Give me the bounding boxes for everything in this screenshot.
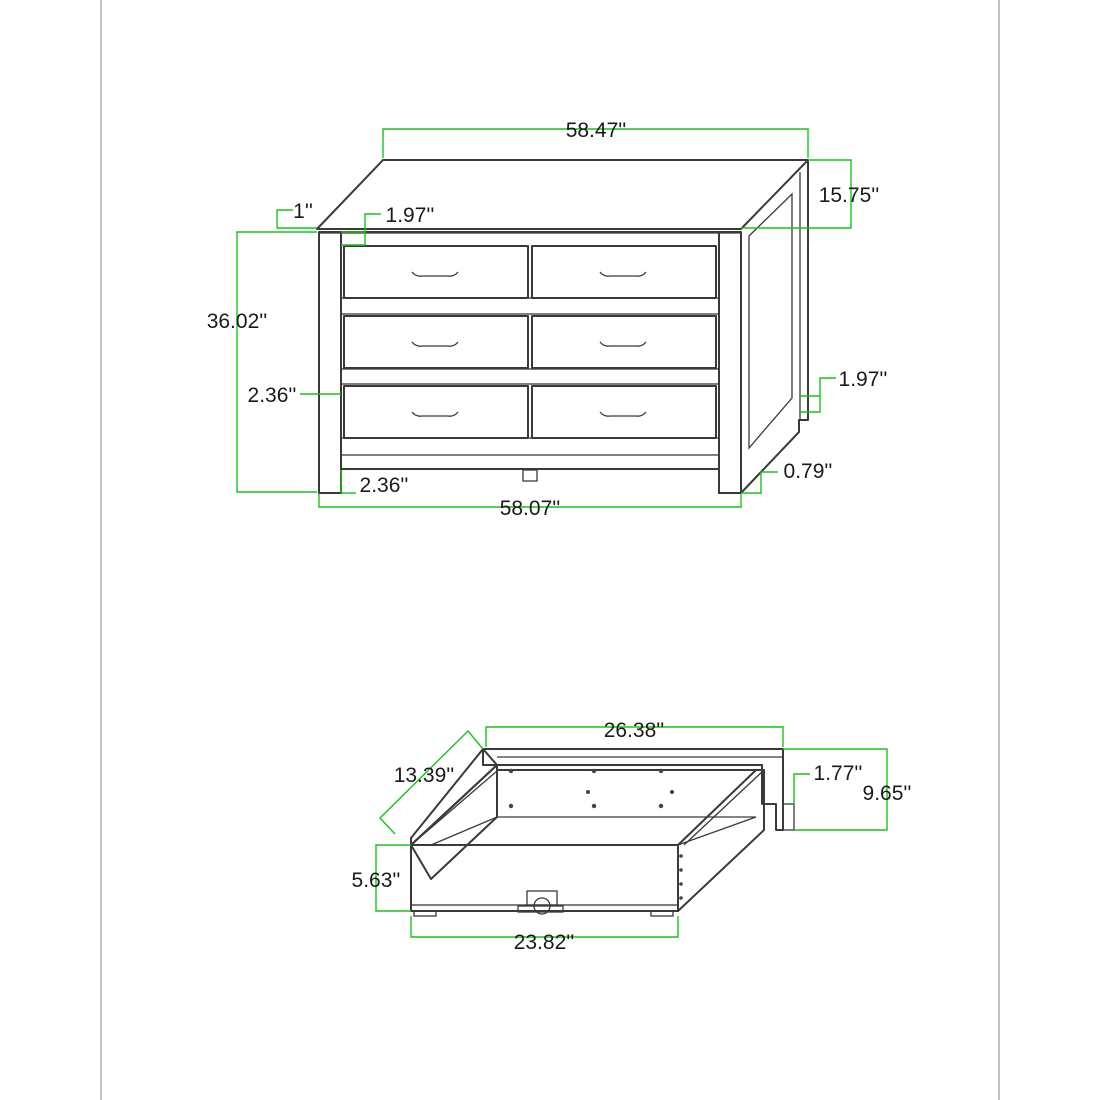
label-bottom-rail: 2.36'': [359, 474, 409, 497]
rail-2: [341, 369, 719, 384]
label-height: 36.02'': [206, 310, 268, 333]
label-depth: 15.75'': [818, 184, 880, 207]
label-drawer-width: 26.38'': [603, 719, 665, 742]
rail-3: [341, 438, 719, 455]
side-inset: [749, 194, 792, 448]
drawer-2-2: [532, 316, 716, 368]
label-bottom-width: 58.07'': [499, 497, 561, 520]
label-drawer-rail: 2.36'': [247, 384, 297, 407]
drawer-floor: [431, 817, 756, 845]
label-clearance: 0.79'': [783, 460, 833, 483]
label-drawer-depth: 13.39'': [393, 764, 455, 787]
label-overall-width: 58.47'': [565, 119, 627, 142]
drawer-1-2: [532, 246, 716, 298]
dowel-dots: [509, 769, 683, 900]
drawer-3-1: [344, 386, 528, 438]
drawer-3-2: [532, 386, 716, 438]
drawer-back: [483, 749, 783, 830]
label-side-height: 5.63'': [351, 869, 401, 892]
drawer-2-1: [344, 316, 528, 368]
dresser-dimensions: [237, 129, 851, 507]
drawer-drawing: [411, 749, 794, 916]
label-top-overhang: 1'': [293, 200, 313, 223]
label-leg-width: 1.97'': [385, 204, 435, 227]
label-side-stretcher: 1.97'': [838, 368, 888, 391]
side-panel: [741, 160, 808, 493]
drawer-front: [411, 845, 678, 911]
rail-1: [341, 298, 719, 314]
label-drawer-height: 9.65'': [862, 782, 912, 805]
label-glide: 1.77'': [813, 762, 863, 785]
label-front-width: 23.82'': [513, 931, 575, 954]
drawer-back-edge: [497, 765, 762, 770]
drawer-1-1: [344, 246, 528, 298]
front-frame: [319, 232, 741, 493]
dimension-labels: [207, 119, 912, 954]
drawer-glide: [783, 804, 794, 830]
